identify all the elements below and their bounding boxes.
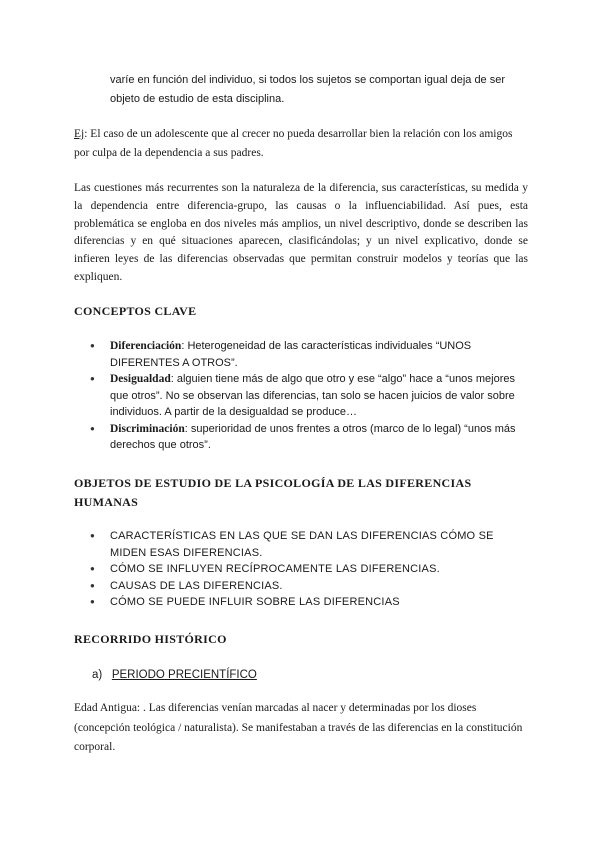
key-concepts-list <box>84 338 524 454</box>
list-item <box>84 421 524 454</box>
history-paragraph: Edad Antigua: . Las diferencias venían marcadas al nacer y determinadas por los dioses (concepción teológica / naturalista). Se manifestaban a través de las diferencias en la constitución corporal. <box>74 702 523 753</box>
main-paragraph: Las cuestiones más recurrentes son la naturaleza de la diferencia, sus características, su medida y la dependencia entre diferencia-grupo, las causas o la influenciabilidad. Así pues, esta problemática se engloba en dos niveles más amplios, un nivel descriptivo, donde se describen las diferencias y en qué situaciones aparecen, clasificándolas; y un nivel explicativo, donde se infieren leyes de las diferencias observadas que permitan construir modelos y teorías que las expliquen. <box>74 182 528 283</box>
concept-term: Desigualdad <box>110 373 171 385</box>
subsection-title: PERIODO PRECIENTÍFICO <box>111 669 257 681</box>
study-objects-list <box>84 528 524 611</box>
subsection-heading <box>92 666 257 684</box>
example-text: : El caso de un adolescente que al crecer no pueda desarrollar bien la relación con los amigos por culpa de la dependencia a sus padres. <box>74 128 513 159</box>
example-paragraph <box>74 125 529 163</box>
subsection-marker: a) <box>92 669 103 681</box>
study-objects-heading: OBJETOS DE ESTUDIO DE LA PSICOLOGÍA DE LAS DIFERENCIAS HUMANAS <box>74 476 472 509</box>
concept-definition: : Heterogeneidad de las características individuales “UNOS DIFERENTES A OTROS”. <box>110 340 472 369</box>
list-item: ● CAUSAS DE LAS DIFERENCIAS. <box>84 578 524 595</box>
key-concepts-heading: CONCEPTOS CLAVE <box>74 304 197 318</box>
example-label: Ej <box>74 128 85 140</box>
list-item: ● CÓMO SE INFLUYEN RECÍPROCAMENTE LAS DIFERENCIAS. <box>84 561 524 578</box>
concept-term: Diferenciación <box>110 340 182 352</box>
list-item: ● CARACTERÍSTICAS EN LAS QUE SE DAN LAS DIFERENCIAS CÓMO SE MIDEN ESAS DIFERENCIAS. <box>84 528 524 561</box>
intro-continuation: varíe en función del individuo, si todos los sujetos se comportan igual deja de ser objeto de estudio de esta disciplina. <box>110 74 506 105</box>
history-heading: RECORRIDO HISTÓRICO <box>74 632 227 646</box>
concept-definition: : superioridad de unos frentes a otros (marco de lo legal) “unos más derechos que otros”. <box>110 422 516 451</box>
concept-term: Discriminación <box>110 422 185 435</box>
list-item <box>84 371 524 421</box>
list-item <box>84 338 524 371</box>
concept-definition: : alguien tiene más de algo que otro y ese “algo” hace a “unos mejores que otros”. No se observan las diferencias, tan solo se hacen juicios de valor sobre individuos. A partir de la desigualdad se produce… <box>110 373 515 418</box>
list-item: ● CÓMO SE PUEDE INFLUIR SOBRE LAS DIFERENCIAS <box>84 594 524 611</box>
